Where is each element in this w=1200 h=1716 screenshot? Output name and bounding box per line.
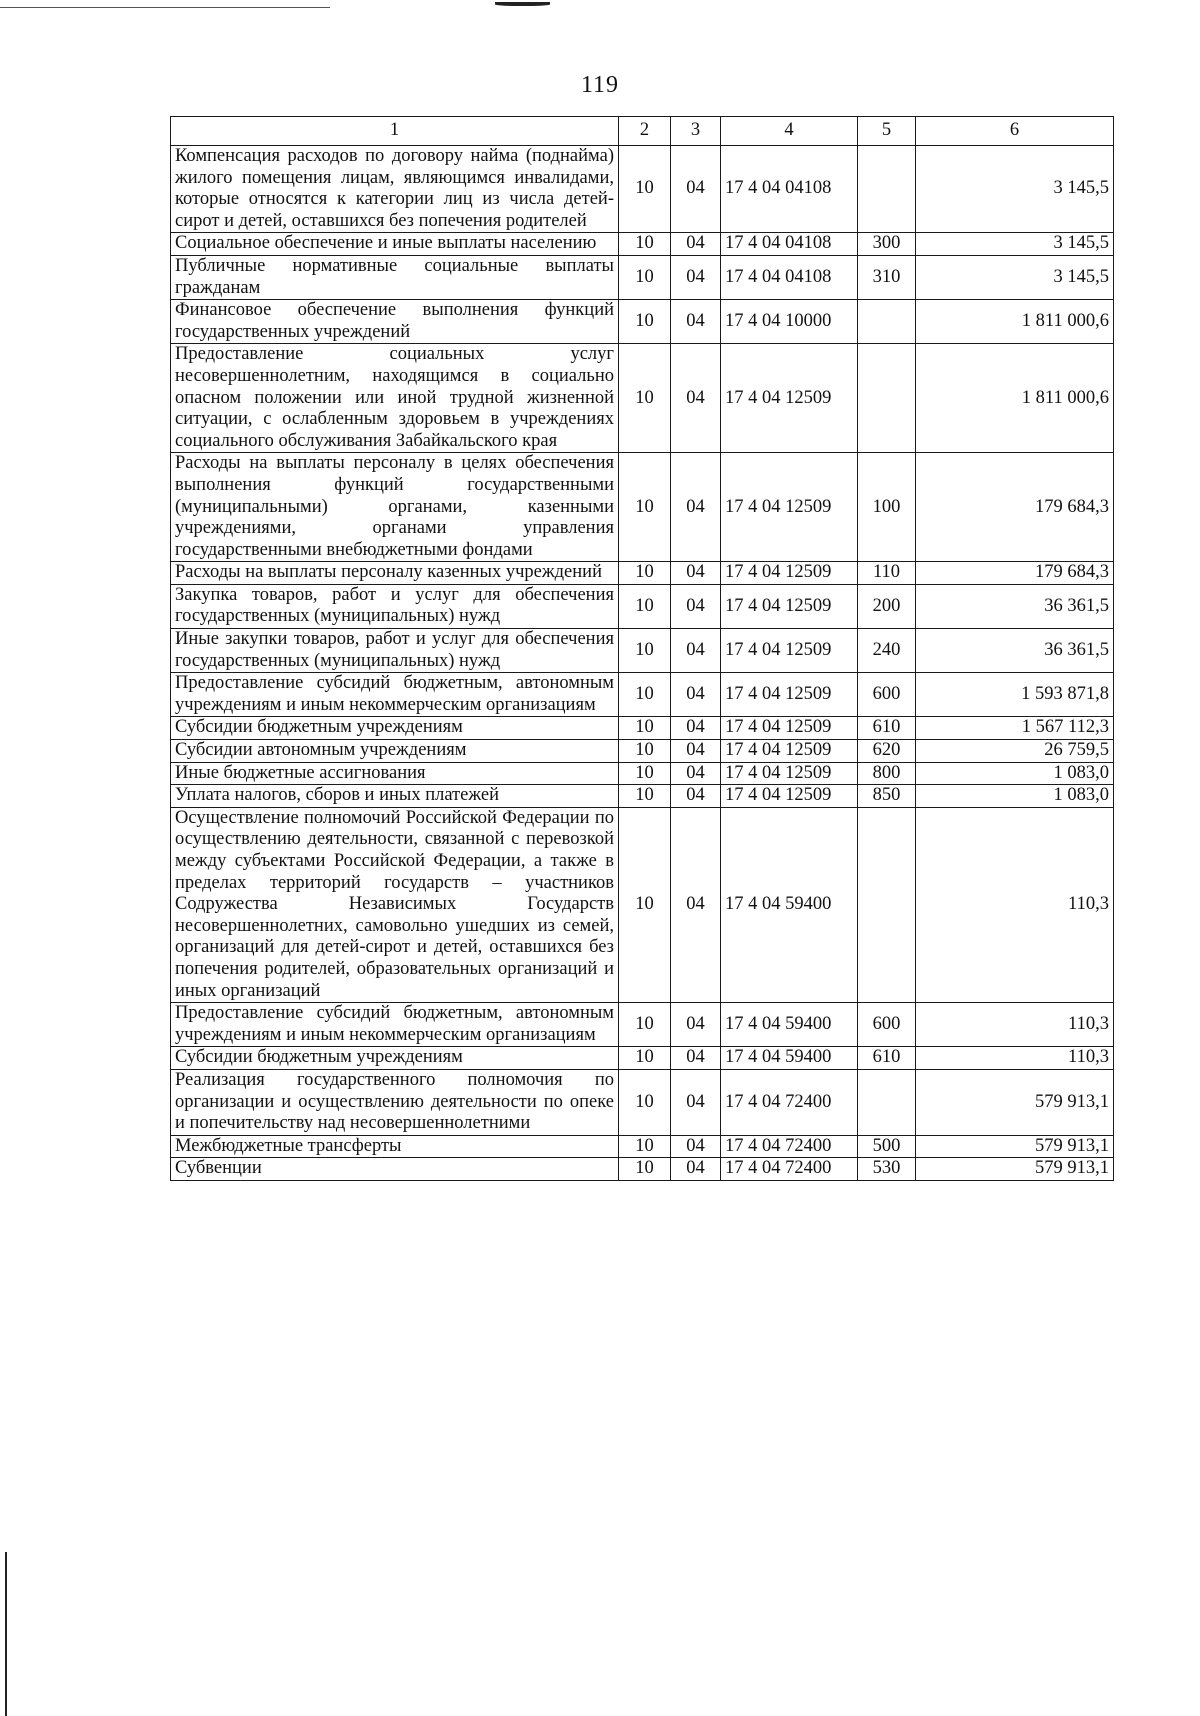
row-expense-type-cell: 850 bbox=[858, 785, 916, 808]
row-expense-type-cell: 600 bbox=[858, 673, 916, 717]
row-expense-type-cell: 100 bbox=[858, 453, 916, 562]
row-target-article-cell: 17 4 04 12509 bbox=[721, 584, 858, 628]
table-row bbox=[171, 453, 1114, 562]
row-expense-type-cell: 200 bbox=[858, 584, 916, 628]
row-amount-cell: 110,3 bbox=[916, 1003, 1114, 1047]
row-target-article-cell: 17 4 04 12509 bbox=[721, 562, 858, 585]
row-subsection-cell: 04 bbox=[671, 785, 721, 808]
table-row bbox=[171, 233, 1114, 256]
table-row bbox=[171, 300, 1114, 344]
row-expense-type-cell: 310 bbox=[858, 255, 916, 299]
row-section-cell: 10 bbox=[619, 584, 671, 628]
row-section-cell: 10 bbox=[619, 453, 671, 562]
table-row bbox=[171, 584, 1114, 628]
row-expense-type-cell bbox=[858, 146, 916, 233]
row-expense-type-cell: 800 bbox=[858, 762, 916, 785]
header-col-5: 5 bbox=[858, 117, 916, 146]
row-section-cell: 10 bbox=[619, 762, 671, 785]
row-name-cell: Реализация государственного полномочия по организации и осуществлению деятельности по опеке и попечительству над несовершеннолетними bbox=[171, 1069, 619, 1135]
row-expense-type-cell: 620 bbox=[858, 740, 916, 763]
row-subsection-cell: 04 bbox=[671, 233, 721, 256]
row-section-cell: 10 bbox=[619, 233, 671, 256]
row-amount-cell: 579 913,1 bbox=[916, 1135, 1114, 1158]
row-expense-type-cell: 610 bbox=[858, 1047, 916, 1070]
row-target-article-cell: 17 4 04 72400 bbox=[721, 1158, 858, 1181]
row-amount-cell: 110,3 bbox=[916, 1047, 1114, 1070]
row-target-article-cell: 17 4 04 12509 bbox=[721, 785, 858, 808]
table-row bbox=[171, 807, 1114, 1002]
row-amount-cell: 26 759,5 bbox=[916, 740, 1114, 763]
row-name-cell: Предоставление субсидий бюджетным, автономным учреждениям и иным некоммерческим организациям bbox=[171, 673, 619, 717]
row-target-article-cell: 17 4 04 59400 bbox=[721, 1003, 858, 1047]
table-row bbox=[171, 344, 1114, 453]
row-target-article-cell: 17 4 04 72400 bbox=[721, 1135, 858, 1158]
row-amount-cell: 3 145,5 bbox=[916, 146, 1114, 233]
row-name-cell: Социальное обеспечение и иные выплаты населению bbox=[171, 233, 619, 256]
row-amount-cell: 36 361,5 bbox=[916, 584, 1114, 628]
row-target-article-cell: 17 4 04 12509 bbox=[721, 740, 858, 763]
table-header bbox=[171, 117, 1114, 146]
row-section-cell: 10 bbox=[619, 1003, 671, 1047]
scan-artifact-line bbox=[0, 7, 330, 8]
row-expense-type-cell: 500 bbox=[858, 1135, 916, 1158]
header-col-2: 2 bbox=[619, 117, 671, 146]
row-subsection-cell: 04 bbox=[671, 584, 721, 628]
row-subsection-cell: 04 bbox=[671, 807, 721, 1002]
row-name-cell: Субсидии бюджетным учреждениям bbox=[171, 717, 619, 740]
table-row bbox=[171, 785, 1114, 808]
row-target-article-cell: 17 4 04 12509 bbox=[721, 762, 858, 785]
row-section-cell: 10 bbox=[619, 673, 671, 717]
row-target-article-cell: 17 4 04 04108 bbox=[721, 255, 858, 299]
row-target-article-cell: 17 4 04 10000 bbox=[721, 300, 858, 344]
row-section-cell: 10 bbox=[619, 1047, 671, 1070]
row-target-article-cell: 17 4 04 59400 bbox=[721, 807, 858, 1002]
header-row bbox=[171, 117, 1114, 146]
row-subsection-cell: 04 bbox=[671, 1135, 721, 1158]
row-expense-type-cell bbox=[858, 1069, 916, 1135]
table-row bbox=[171, 1069, 1114, 1135]
row-subsection-cell: 04 bbox=[671, 255, 721, 299]
row-target-article-cell: 17 4 04 12509 bbox=[721, 673, 858, 717]
row-section-cell: 10 bbox=[619, 740, 671, 763]
row-name-cell: Иные закупки товаров, работ и услуг для обеспечения государственных (муниципальных) нужд bbox=[171, 629, 619, 673]
row-expense-type-cell: 610 bbox=[858, 717, 916, 740]
row-expense-type-cell bbox=[858, 807, 916, 1002]
row-amount-cell: 3 145,5 bbox=[916, 255, 1114, 299]
row-section-cell: 10 bbox=[619, 1135, 671, 1158]
row-expense-type-cell bbox=[858, 344, 916, 453]
row-section-cell: 10 bbox=[619, 562, 671, 585]
row-amount-cell: 179 684,3 bbox=[916, 562, 1114, 585]
row-expense-type-cell: 110 bbox=[858, 562, 916, 585]
row-name-cell: Расходы на выплаты персоналу в целях обеспечения выполнения функций государственными (муниципальными) органами, казенными учреждениями, органами управления государственными внебюджетными фондами bbox=[171, 453, 619, 562]
row-name-cell: Субсидии бюджетным учреждениям bbox=[171, 1047, 619, 1070]
row-section-cell: 10 bbox=[619, 344, 671, 453]
row-amount-cell: 1 811 000,6 bbox=[916, 300, 1114, 344]
row-expense-type-cell: 240 bbox=[858, 629, 916, 673]
row-name-cell: Публичные нормативные социальные выплаты гражданам bbox=[171, 255, 619, 299]
row-target-article-cell: 17 4 04 12509 bbox=[721, 629, 858, 673]
row-subsection-cell: 04 bbox=[671, 344, 721, 453]
row-subsection-cell: 04 bbox=[671, 562, 721, 585]
table-row bbox=[171, 673, 1114, 717]
row-section-cell: 10 bbox=[619, 255, 671, 299]
table-row bbox=[171, 1135, 1114, 1158]
row-amount-cell: 1 593 871,8 bbox=[916, 673, 1114, 717]
row-subsection-cell: 04 bbox=[671, 673, 721, 717]
row-target-article-cell: 17 4 04 72400 bbox=[721, 1069, 858, 1135]
table-row bbox=[171, 562, 1114, 585]
row-target-article-cell: 17 4 04 59400 bbox=[721, 1047, 858, 1070]
row-name-cell: Уплата налогов, сборов и иных платежей bbox=[171, 785, 619, 808]
table-row bbox=[171, 762, 1114, 785]
row-name-cell: Субсидии автономным учреждениям bbox=[171, 740, 619, 763]
row-subsection-cell: 04 bbox=[671, 1003, 721, 1047]
row-name-cell: Финансовое обеспечение выполнения функций государственных учреждений bbox=[171, 300, 619, 344]
row-name-cell: Расходы на выплаты персоналу казенных учреждений bbox=[171, 562, 619, 585]
row-amount-cell: 1 083,0 bbox=[916, 785, 1114, 808]
table-row bbox=[171, 255, 1114, 299]
row-name-cell: Субвенции bbox=[171, 1158, 619, 1181]
row-target-article-cell: 17 4 04 12509 bbox=[721, 344, 858, 453]
row-name-cell: Компенсация расходов по договору найма (поднайма) жилого помещения лицам, являющимся инвалидами, которые относятся к категории лиц из числа детей-сирот и детей, оставшихся без попечения родителей bbox=[171, 146, 619, 233]
scan-artifact-mark bbox=[495, 2, 550, 6]
row-subsection-cell: 04 bbox=[671, 762, 721, 785]
table-row bbox=[171, 1158, 1114, 1181]
row-subsection-cell: 04 bbox=[671, 1047, 721, 1070]
table-row bbox=[171, 740, 1114, 763]
row-amount-cell: 1 811 000,6 bbox=[916, 344, 1114, 453]
row-section-cell: 10 bbox=[619, 1158, 671, 1181]
row-target-article-cell: 17 4 04 12509 bbox=[721, 453, 858, 562]
row-subsection-cell: 04 bbox=[671, 146, 721, 233]
row-subsection-cell: 04 bbox=[671, 453, 721, 562]
row-expense-type-cell: 300 bbox=[858, 233, 916, 256]
row-amount-cell: 179 684,3 bbox=[916, 453, 1114, 562]
row-amount-cell: 1 567 112,3 bbox=[916, 717, 1114, 740]
table-body bbox=[171, 146, 1114, 1181]
row-name-cell: Осуществление полномочий Российской Федерации по осуществлению деятельности, связанной с перевозкой между субъектами Российской Федерации, а также в пределах территорий государств – участников Содружества Независимых Государств несовершеннолетних, самовольно ушедших из семей, организаций для детей-сирот и детей, оставшихся без попечения родителей, образовательных организаций и иных организаций bbox=[171, 807, 619, 1002]
row-section-cell: 10 bbox=[619, 717, 671, 740]
row-name-cell: Предоставление социальных услуг несовершеннолетним, находящимся в социально опасном положении или иной трудной жизненной ситуации, с ослабленным здоровьем в учреждениях социального обслуживания Забайкальского края bbox=[171, 344, 619, 453]
scan-artifact-margin-line bbox=[5, 1552, 7, 1716]
row-amount-cell: 579 913,1 bbox=[916, 1158, 1114, 1181]
table-row bbox=[171, 1047, 1114, 1070]
row-amount-cell: 579 913,1 bbox=[916, 1069, 1114, 1135]
row-amount-cell: 110,3 bbox=[916, 807, 1114, 1002]
table-row bbox=[171, 629, 1114, 673]
row-subsection-cell: 04 bbox=[671, 300, 721, 344]
row-name-cell: Закупка товаров, работ и услуг для обеспечения государственных (муниципальных) нужд bbox=[171, 584, 619, 628]
row-section-cell: 10 bbox=[619, 146, 671, 233]
row-subsection-cell: 04 bbox=[671, 1069, 721, 1135]
row-subsection-cell: 04 bbox=[671, 740, 721, 763]
budget-table bbox=[170, 116, 1114, 1181]
row-amount-cell: 3 145,5 bbox=[916, 233, 1114, 256]
row-target-article-cell: 17 4 04 04108 bbox=[721, 233, 858, 256]
row-amount-cell: 36 361,5 bbox=[916, 629, 1114, 673]
row-expense-type-cell: 530 bbox=[858, 1158, 916, 1181]
table-row bbox=[171, 1003, 1114, 1047]
table-row bbox=[171, 717, 1114, 740]
header-col-4: 4 bbox=[721, 117, 858, 146]
page-number: 119 bbox=[580, 72, 620, 98]
row-section-cell: 10 bbox=[619, 807, 671, 1002]
header-col-3: 3 bbox=[671, 117, 721, 146]
row-section-cell: 10 bbox=[619, 629, 671, 673]
row-name-cell: Предоставление субсидий бюджетным, автономным учреждениям и иным некоммерческим организациям bbox=[171, 1003, 619, 1047]
row-section-cell: 10 bbox=[619, 1069, 671, 1135]
row-target-article-cell: 17 4 04 04108 bbox=[721, 146, 858, 233]
row-amount-cell: 1 083,0 bbox=[916, 762, 1114, 785]
row-name-cell: Иные бюджетные ассигнования bbox=[171, 762, 619, 785]
row-subsection-cell: 04 bbox=[671, 717, 721, 740]
header-col-6: 6 bbox=[916, 117, 1114, 146]
row-target-article-cell: 17 4 04 12509 bbox=[721, 717, 858, 740]
row-subsection-cell: 04 bbox=[671, 1158, 721, 1181]
row-subsection-cell: 04 bbox=[671, 629, 721, 673]
row-expense-type-cell bbox=[858, 300, 916, 344]
row-section-cell: 10 bbox=[619, 300, 671, 344]
row-section-cell: 10 bbox=[619, 785, 671, 808]
row-expense-type-cell: 600 bbox=[858, 1003, 916, 1047]
table-row bbox=[171, 146, 1114, 233]
header-col-1: 1 bbox=[171, 117, 619, 146]
row-name-cell: Межбюджетные трансферты bbox=[171, 1135, 619, 1158]
